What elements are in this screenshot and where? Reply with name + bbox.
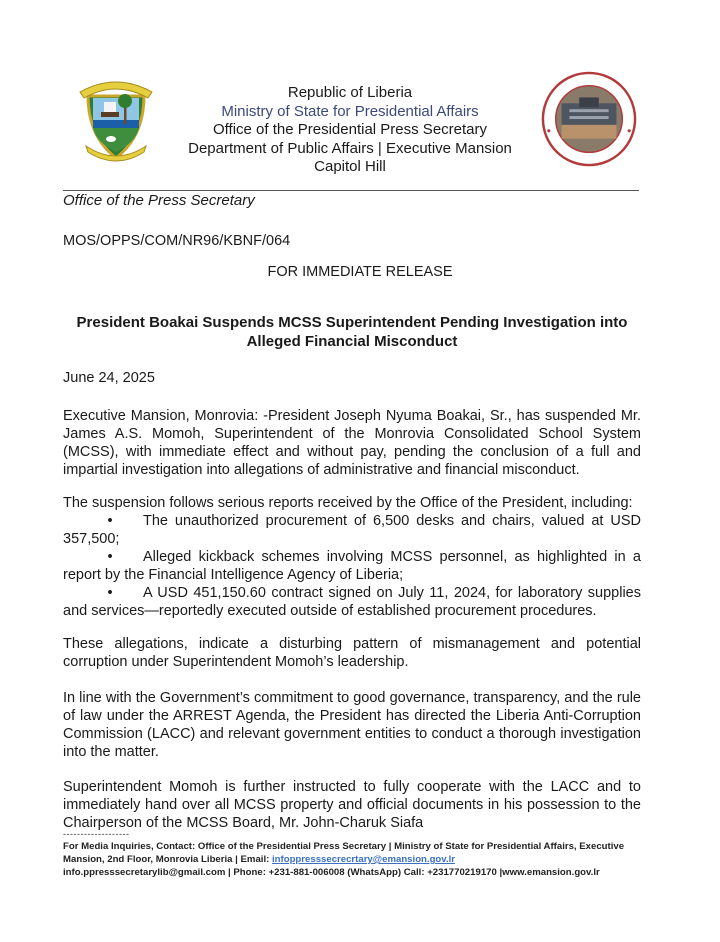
paragraph-3: These allegations, indicate a disturbing pattern of mismanagement and potential corruption under Superintendent Momoh’s leadership. xyxy=(63,636,641,670)
footer-contact-text: For Media Inquiries, Contact: Office of the Presidential Press Secretary | Ministry of State for Presidential Affairs, Executive Mansion, 2nd Floor, Monrovia Liberia | Email: xyxy=(63,841,625,865)
headline-line1: President Boakai Suspends MCSS Superintendent Pending Investigation into xyxy=(76,314,628,331)
letterhead-department: Department of Public Affairs | Executive Mansion xyxy=(188,139,512,157)
bullet-icon: • xyxy=(107,585,113,601)
release-label: FOR IMMEDIATE RELEASE xyxy=(267,264,453,280)
bullet-text: The unauthorized procurement of 6,500 desks and chairs, valued at USD 357,500; xyxy=(63,513,641,547)
email-link[interactable]: infoppresssecrecrtary@emansion.gov.lr xyxy=(271,854,455,865)
letterhead-office: Office of the Presidential Press Secretary xyxy=(212,121,487,138)
office-label: Office of the Press Secretary xyxy=(63,192,255,209)
letterhead-location: Capitol Hill xyxy=(314,158,386,175)
headline-line2: Alleged Financial Misconduct xyxy=(246,333,458,350)
bullet-item xyxy=(63,548,641,584)
paragraph-5: Superintendent Momoh is further instructed to fully cooperate with the LACC and to immediately hand over all MCSS property and official documents in his possession to the Chairperson of the MCSS Board, Mr. John-Charuk Siafa xyxy=(63,779,641,831)
bullet-item xyxy=(63,512,641,548)
header-divider xyxy=(63,190,639,191)
letterhead-ministry: Ministry of State for Presidential Affairs xyxy=(221,102,479,120)
bullet-text: A USD 451,150.60 contract signed on July 11, 2024, for laboratory supplies and services—reportedly executed outside of established procurement procedures. xyxy=(63,585,641,619)
bullet-icon: • xyxy=(107,549,113,565)
footer-contact-details: info.ppresssecretarylib@gmail.com | Phone: +231-881-006008 (WhatsApp) Call: +231770219170 |www.emansion.gov.lr xyxy=(63,867,600,878)
letterhead xyxy=(180,84,520,177)
footer-contact xyxy=(63,840,643,879)
headline xyxy=(63,313,641,351)
bullet-item xyxy=(63,584,641,620)
footer-separator: ------------------- xyxy=(63,829,130,839)
paragraph-1: Executive Mansion, Monrovia: -President Joseph Nyuma Boakai, Sr., has suspended Mr. James A.S. Momoh, Superintendent of the Monrovia Consolidated School System (MCSS), with immediate effect and without pay, pending the conclusion of a full and impartial investigation into allegations of administrative and financial misconduct. xyxy=(63,408,641,478)
liberia-coat-of-arms-icon xyxy=(66,66,166,166)
presidential-press-secretary-seal-icon xyxy=(540,70,638,168)
paragraph-2 xyxy=(63,494,641,620)
reference-number: MOS/OPPS/COM/NR96/KBNF/064 xyxy=(63,233,291,249)
release-date: June 24, 2025 xyxy=(63,370,155,386)
letterhead-country: Republic of Liberia xyxy=(287,84,413,101)
paragraph-4: In line with the Government’s commitment to good governance, transparency, and the rule of law under the ARREST Agenda, the President has directed the Liberia Anti-Corruption Commission (LACC) and relevant government entities to conduct a thorough investigation into the matter. xyxy=(63,690,641,760)
bullet-icon: • xyxy=(107,513,113,529)
paragraph-2-intro: The suspension follows serious reports received by the Office of the President, including: xyxy=(63,495,633,511)
bullet-text: Alleged kickback schemes involving MCSS personnel, as highlighted in a report by the Financial Intelligence Agency of Liberia; xyxy=(63,549,641,583)
